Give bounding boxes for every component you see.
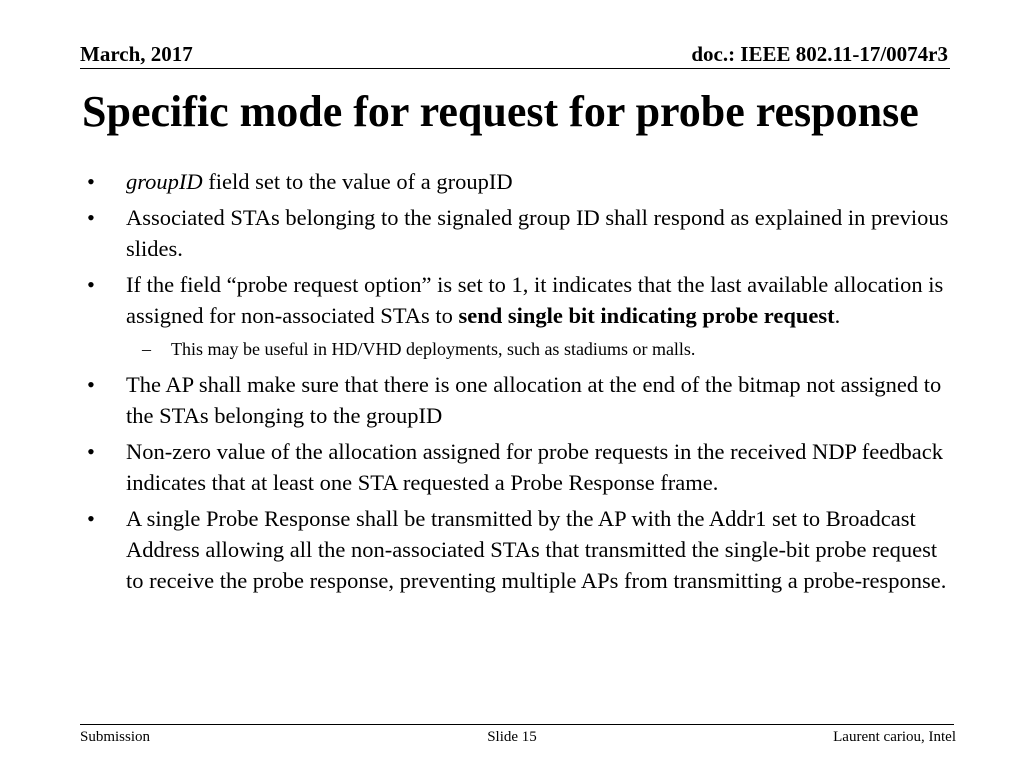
footer-slide-number: Slide 15 (487, 729, 537, 745)
bullet-symbol: • (87, 169, 95, 194)
bullet-bold-text: send single bit indicating probe request (458, 303, 835, 328)
sub-bullet-item (84, 336, 954, 362)
bullet-symbol: • (87, 272, 95, 297)
bullet-text: The AP shall make sure that there is one allocation at the end of the bitmap not assigned to the STAs belonging to the groupID (126, 372, 942, 428)
bullet-item (84, 436, 954, 498)
footer-author: Laurent cariou, Intel (833, 729, 956, 745)
bullet-symbol: • (87, 372, 95, 397)
bullet-symbol: • (87, 506, 95, 531)
bullet-symbol: • (87, 205, 95, 230)
bullet-item (84, 166, 954, 197)
bullet-text: Associated STAs belonging to the signaled group ID shall respond as explained in previous slides. (126, 205, 949, 261)
header-date: March, 2017 (80, 42, 193, 66)
header-rule (80, 68, 950, 69)
slide-title: Specific mode for request for probe response (82, 87, 919, 136)
footer-rule (80, 724, 954, 725)
bullet-item (84, 202, 954, 264)
dash-symbol: – (142, 339, 151, 359)
slide-content (84, 166, 954, 601)
bullet-text: field set to the value of a groupID (202, 169, 513, 194)
bullet-text: If the field “probe request option” is set to 1, it indicates that the last available allocation is assigned for non-associated STAs to (126, 272, 944, 328)
bullet-symbol: • (87, 439, 95, 464)
bullet-tail: . (834, 303, 841, 328)
bullet-item (84, 503, 954, 596)
header-doc-id: doc.: IEEE 802.11-17/0074r3 (691, 42, 948, 66)
bullet-text: A single Probe Response shall be transmitted by the AP with the Addr1 set to Broadcast Address allowing all the non-associated STAs that transmitted the single-bit probe request to receive the probe response, preventing multiple APs from transmitting a probe-response. (126, 506, 947, 593)
footer-submission: Submission (80, 729, 151, 745)
sub-bullet-text: This may be useful in HD/VHD deployments, such as stadiums or malls. (171, 339, 696, 359)
bullet-italic-lead: groupID (126, 169, 203, 194)
bullet-item (84, 269, 954, 331)
bullet-item (84, 369, 954, 431)
bullet-text: Non-zero value of the allocation assigned for probe requests in the received NDP feedback indicates that at least one STA requested a Probe Response frame. (126, 439, 943, 495)
